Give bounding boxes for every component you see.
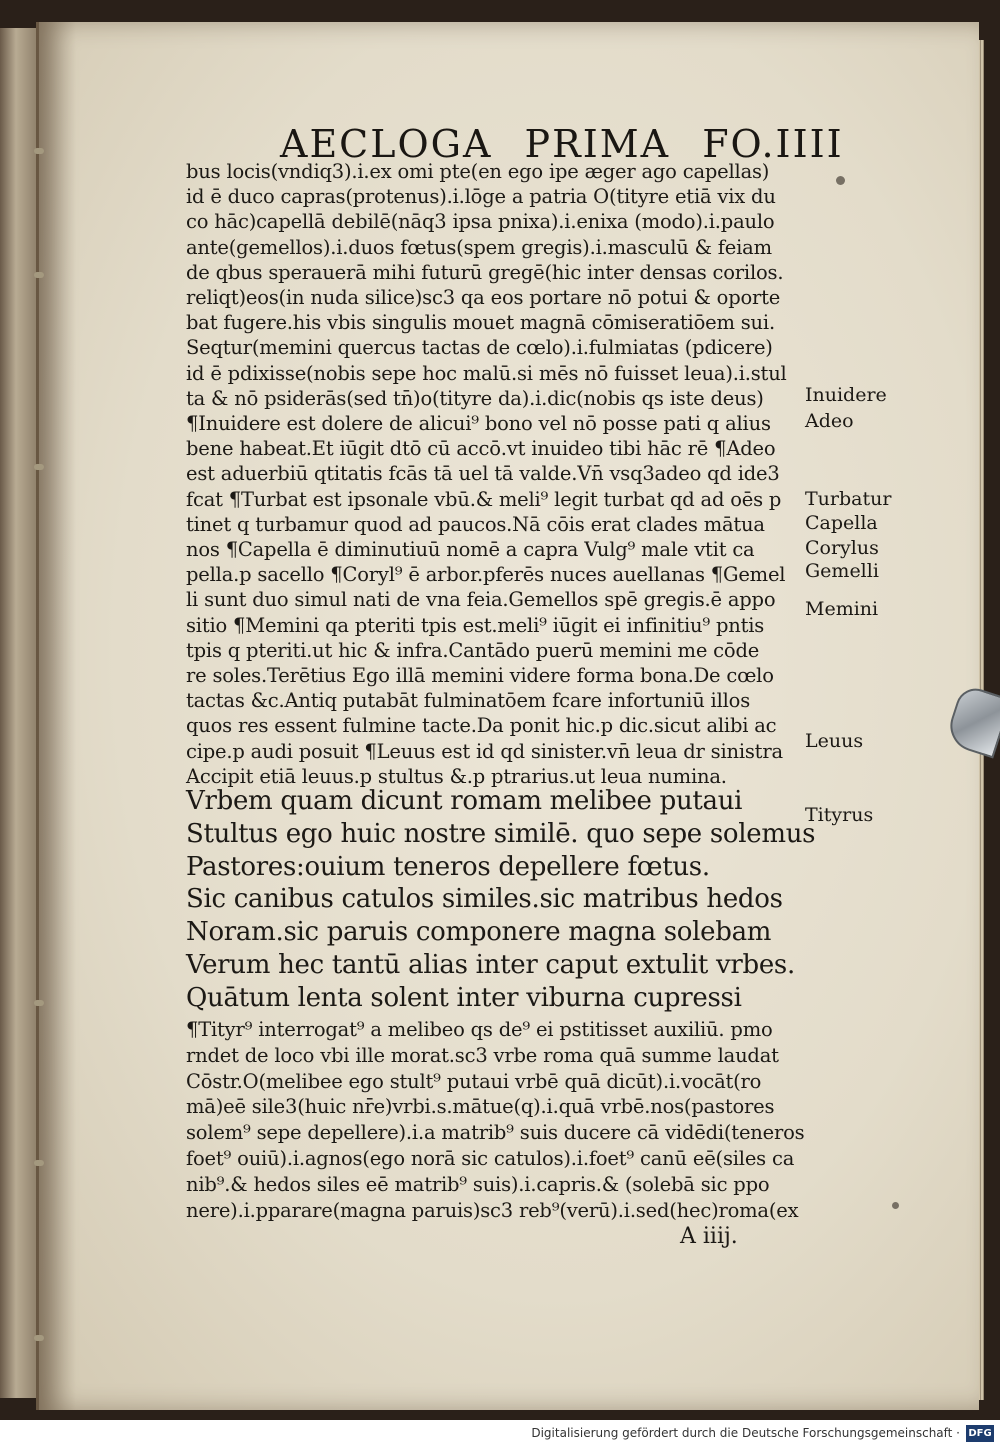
commentary-line: mā)eē sile3(huic nr̄e)vrbi.s.mātue(q).i.quā vrbē.nos(pastores (186, 1095, 775, 1119)
commentary-line: pella.p sacello ¶Coryl⁹ ē arbor.pferēs nuces auellanas ¶Gemel (186, 563, 786, 587)
commentary-line: ta & nō psiderās(sed tn̄)o(tityre da).i.dic(nobis qs iste deus) (186, 386, 764, 410)
commentary-line: solem⁹ sepe depellere).i.a matrib⁹ suis ducere cā vidēdi(teneros (186, 1121, 805, 1145)
commentary-line: de qbus sperauerā mihi futurū gregē(hic inter densas corilos. (186, 260, 784, 284)
commentary-line: bus locis(vndiq3).i.ex omi pte(en ego ipe æger ago capellas) (186, 160, 770, 183)
commentary-line: id ē pdixisse(nobis sepe hoc malū.si mēs nō fuisset leua).i.stul (186, 361, 787, 385)
commentary-line: nos ¶Capella ē diminutiuū nomē a capra Vulg⁹ male vtit ca (186, 538, 755, 561)
commentary-line: co hāc)capellā debilē(nāq3 ipsa pnixa).i.enixa (modo).i.paulo (186, 210, 775, 234)
binding-stitch (34, 272, 44, 278)
margin-note: Adeo (805, 410, 854, 432)
margin-note: Tityrus (805, 804, 874, 826)
binding-stitch (34, 464, 44, 470)
footer-credit: Digitalisierung gefördert durch die Deutsche Forschungsgemeinschaft · (531, 1426, 960, 1440)
paper-spot (836, 176, 845, 185)
verse-line: Vrbem quam dicunt romam melibee putaui (186, 786, 743, 816)
binding-stitch (34, 1000, 44, 1006)
commentary-line: nib⁹.& hedos siles eē matrib⁹ suis).i.capris.& (solebā sic ppo (186, 1172, 770, 1196)
verse-line: Noram.sic paruis componere magna solebam (186, 917, 772, 948)
commentary-line: tpis q pteriti.ut hic & infra.Cantādo puerū memini me cōde (186, 638, 760, 662)
footer-bar (0, 1420, 1000, 1448)
header-word: AECLOGA (280, 122, 493, 166)
margin-note: Gemelli (805, 560, 879, 582)
verse-line: Verum hec tantū alias inter caput extulit vrbes. (186, 950, 795, 980)
commentary-line: tinet q turbamur quod ad paucos.Nā cōis erat clades mātua (186, 512, 765, 536)
commentary-line: bat fugere.his vbis singulis mouet magnā cōmiseratiōem sui. (186, 311, 775, 335)
margin-note: Memini (805, 598, 879, 620)
margin-note: Corylus (805, 537, 879, 559)
commentary-line: cipe.p audi posuit ¶Leuus est id qd sinister.vn̄ leua dr sinistra (186, 739, 783, 763)
commentary-line: ¶Inuidere est dolere de alicui⁹ bono vel nō posse pati q alius (186, 412, 771, 435)
dfg-logo: DFG (966, 1425, 994, 1442)
signature-mark: A iiij. (680, 1224, 738, 1249)
paper-spot (892, 1202, 899, 1209)
verse-line: Pastores:ouium teneros depellere fœtus. (186, 851, 710, 882)
commentary-line: bene habeat.Et iūgit dtō cū accō.vt inuideo tibi hāc rē ¶Adeo (186, 437, 776, 461)
commentary-line: Cōstr.O(melibee ego stult⁹ putaui vrbē quā dicūt).i.vocāt(ro (186, 1069, 762, 1093)
gutter-shadow (36, 22, 76, 1410)
verse-line: Stultus ego huic nostre similē. quo sepe solemus (186, 818, 816, 849)
header-folio: FO.IIII (702, 122, 844, 166)
header-word: PRIMA (524, 122, 671, 166)
commentary-line: ¶Tityr⁹ interrogat⁹ a melibeo qs de⁹ ei pstitisset auxiliū. pmo (186, 1018, 773, 1041)
commentary-line: re soles.Terētius Ego illā memini videre forma bona.De cœlo (186, 664, 774, 687)
margin-note: Leuus (805, 730, 864, 752)
margin-note: Turbatur (805, 488, 892, 510)
commentary-line: est aduerbiū qtitatis fcās tā uel tā valde.Vn̄ vsq3adeo qd ide3 (186, 462, 780, 486)
commentary-line: ante(gemellos).i.duos fœtus(spem gregis).i.masculū & feiam (186, 235, 772, 259)
commentary-line: quos res essent fulmine tacte.Da ponit hic.p dic.sicut alibi ac (186, 714, 777, 738)
commentary-line: tactas &c.Antiq putabāt fulminatōem fcare infortuniū illos (186, 689, 751, 713)
binding-stitch (34, 1160, 44, 1166)
verse-line: Sic canibus catulos similes.sic matribus hedos (186, 884, 783, 915)
binding-stitch (34, 148, 44, 154)
commentary-line: nere).i.pparare(magna paruis)sc3 reb⁹(verū).i.sed(hec)roma(ex (186, 1198, 799, 1222)
commentary-line: Accipit etiā leuus.p stultus &.p ptrarius.ut leua numina. (186, 764, 727, 788)
binding-stitch (34, 1335, 44, 1341)
commentary-line: rndet de loco vbi ille morat.sc3 vrbe roma quā summe laudat (186, 1043, 779, 1067)
verse-line: Quātum lenta solent inter viburna cupressi (186, 982, 742, 1013)
commentary-line: id ē duco capras(protenus).i.lōge a patria O(tityre etiā vix du (186, 185, 776, 209)
commentary-line: fcat ¶Turbat est ipsonale vbū.& meli⁹ legit turbat qd ad oēs p (186, 487, 782, 511)
margin-note: Capella (805, 512, 878, 534)
margin-note: Inuidere (805, 384, 887, 406)
commentary-line: foet⁹ ouiū).i.agnos(ego norā sic catulos).i.foet⁹ canū eē(siles ca (186, 1147, 795, 1170)
left-page-edge (0, 28, 40, 1398)
commentary-line: Seqtur(memini quercus tactas de cœlo).i.fulmiatas (pdicere) (186, 336, 773, 360)
commentary-line: reliqt)eos(in nuda silice)sc3 qa eos portare nō potui & oporte (186, 286, 781, 309)
commentary-line: sitio ¶Memini qa pteriti tpis est.meli⁹ iūgit ei infinitiu⁹ pntis (186, 613, 765, 637)
commentary-line: li sunt duo simul nati de vna feia.Gemellos spē gregis.ē appo (186, 588, 776, 612)
